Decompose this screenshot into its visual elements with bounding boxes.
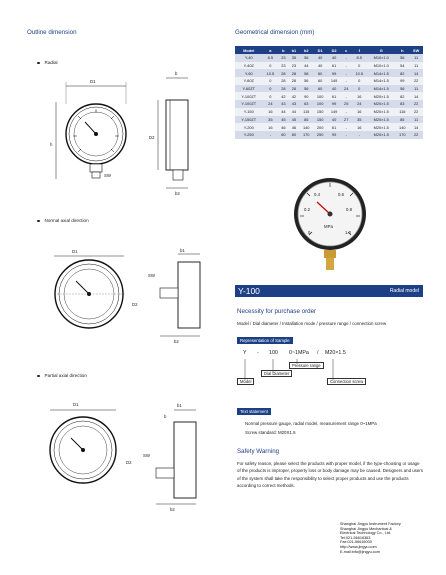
table-cell: 11 xyxy=(409,85,423,93)
footer-line: Tel:021-56616363 xyxy=(340,535,371,540)
table-cell: 90 xyxy=(299,92,313,100)
label-D2: D2 xyxy=(132,302,138,307)
footer-line: Fax:021-56616000 xyxy=(340,540,372,545)
table-cell: 22 xyxy=(409,131,423,139)
table-header-cell: Model xyxy=(235,46,263,54)
label-D2: D2 xyxy=(149,135,155,140)
table-cell: M14×1.5 xyxy=(367,69,395,77)
table-cell: M20×1.5 xyxy=(367,100,395,108)
table-cell: 16 xyxy=(263,108,279,116)
partial-axial-drawing xyxy=(40,396,230,516)
table-header-cell: c xyxy=(341,46,351,54)
label-D1: D1 xyxy=(90,79,96,84)
table-cell: 56 xyxy=(299,85,313,93)
footer-line: Shanghai Jingyu Instrument Factory xyxy=(340,522,401,526)
code-dash: - xyxy=(257,350,259,356)
table-cell: 35 xyxy=(263,116,279,124)
table-cell: 82 xyxy=(395,69,409,77)
table-row xyxy=(235,77,423,85)
label-h: h xyxy=(50,142,53,147)
table-cell: M14×1.5 xyxy=(367,77,395,85)
table-cell: Y-100ZT xyxy=(235,100,263,108)
table-cell: 35 xyxy=(289,54,300,62)
table-cell: 85 xyxy=(395,116,409,124)
table-header-cell: SW xyxy=(409,46,423,54)
table-cell: 200 xyxy=(313,123,327,131)
table-cell: 140 xyxy=(395,123,409,131)
table-cell: - xyxy=(341,77,351,85)
table-row xyxy=(235,69,423,77)
table-cell: 25 xyxy=(341,100,351,108)
table-header-cell: h xyxy=(395,46,409,54)
representation-label: Representation of Sample xyxy=(237,337,293,344)
table-cell: 61 xyxy=(327,62,341,70)
table-row xyxy=(235,85,423,93)
table-cell: 85 xyxy=(299,116,313,124)
table-cell: 149 xyxy=(327,108,341,116)
table-cell: 56 xyxy=(299,54,313,62)
table-cell: 16 xyxy=(351,108,367,116)
table-cell: 40 xyxy=(313,62,327,70)
table-cell: 40 xyxy=(327,85,341,93)
table-cell: 16 xyxy=(351,123,367,131)
table-cell: 60 xyxy=(313,85,327,93)
company-footer xyxy=(340,522,401,554)
table-cell: 56 xyxy=(299,77,313,85)
table-cell: 0 xyxy=(263,62,279,70)
table-header-cell: a xyxy=(263,46,279,54)
table-cell: - xyxy=(341,108,351,116)
label-b2: b2 xyxy=(174,339,179,344)
legend-screw: Connection screw xyxy=(327,378,366,385)
table-row xyxy=(235,108,423,116)
table-cell: 28 xyxy=(289,77,300,85)
label-D1: D1 xyxy=(72,249,78,254)
table-header-cell: D2 xyxy=(327,46,341,54)
table-row xyxy=(235,62,423,70)
table-cell: 27 xyxy=(341,116,351,124)
table-cell: 99 xyxy=(395,77,409,85)
ordering-title: Necessity for purchase order xyxy=(237,308,317,315)
table-cell: 16 xyxy=(351,92,367,100)
table-cell: 0 xyxy=(351,77,367,85)
table-cell: Y-250 xyxy=(235,131,263,139)
partial-axial-heading: Partial axial direction xyxy=(37,373,87,378)
code-example xyxy=(237,350,427,395)
table-cell: 61 xyxy=(327,92,341,100)
legend-range: Pressure range xyxy=(289,362,324,369)
table-cell: 170 xyxy=(299,131,313,139)
table-cell: 61 xyxy=(327,123,341,131)
table-cell: 42 xyxy=(289,92,300,100)
table-cell: 83 xyxy=(395,100,409,108)
table-cell: 14 xyxy=(409,69,423,77)
product-type: Radial model xyxy=(389,288,419,294)
gauge-mark-1: 0.2 xyxy=(304,207,310,212)
table-cell: 24 xyxy=(351,100,367,108)
table-cell: 99 xyxy=(327,69,341,77)
table-cell: 0 xyxy=(351,85,367,93)
safety-text: For safety reason, please select the products with proper model, if the type-choosing or usage of the products is improper, property loss or body damage may be caused. Designers and users of the system shall take the responsibility to select proper products and use the products according to correct methods. xyxy=(237,461,423,489)
table-header-cell: b1 xyxy=(289,46,300,54)
table-cell: 250 xyxy=(313,131,327,139)
table-cell: 28 xyxy=(278,69,288,77)
table-cell: M20×1.5 xyxy=(367,131,395,139)
table-cell: 11 xyxy=(409,54,423,62)
table-cell: 28 xyxy=(278,85,288,93)
table-header-cell: D1 xyxy=(313,46,327,54)
table-header-cell: G xyxy=(367,46,395,54)
table-cell: 14 xyxy=(409,123,423,131)
table-cell: - xyxy=(263,131,279,139)
table-cell: M20×1.5 xyxy=(367,92,395,100)
table-cell: 116 xyxy=(395,108,409,116)
table-cell: M20×1.5 xyxy=(367,116,395,124)
table-cell: Y-200 xyxy=(235,123,263,131)
label-b: b xyxy=(175,71,178,76)
test-label: Text statement xyxy=(237,408,271,415)
geometry-title: Geometrical dimension (mm) xyxy=(235,29,315,36)
table-cell: 45 xyxy=(278,116,288,124)
bullet-icon xyxy=(37,220,40,223)
label-b2: b2 xyxy=(175,191,180,196)
gauge-mark-0: 0 xyxy=(308,230,311,235)
table-cell: 60 xyxy=(289,131,300,139)
table-cell: Y-40 xyxy=(235,54,263,62)
table-cell: 10.5 xyxy=(351,69,367,77)
label-b1: b1 xyxy=(177,403,182,408)
table-cell: 45 xyxy=(289,116,300,124)
radial-heading: Radial xyxy=(37,60,58,65)
table-row xyxy=(235,131,423,139)
table-cell: 0 xyxy=(351,62,367,70)
table-cell: Y-150ZT xyxy=(235,116,263,124)
label-b: b xyxy=(164,414,167,419)
gauge-mark-2: 0.4 xyxy=(314,192,320,197)
outline-title: Outline dimension xyxy=(27,29,77,36)
table-header-cell: b2 xyxy=(299,46,313,54)
table-cell: 60 xyxy=(313,69,327,77)
table-cell: 149 xyxy=(327,77,341,85)
table-cell: 44 xyxy=(299,62,313,70)
table-cell: 23 xyxy=(278,54,288,62)
code-slash: / xyxy=(317,350,319,356)
table-cell: 115 xyxy=(299,108,313,116)
table-cell: 24 xyxy=(263,100,279,108)
legend-model: Model xyxy=(237,378,254,385)
table-cell: 40 xyxy=(327,54,341,62)
table-cell: - xyxy=(341,62,351,70)
code-screw: M20×1.5 xyxy=(325,350,346,356)
table-cell: 54 xyxy=(395,62,409,70)
table-cell: 42 xyxy=(278,92,288,100)
table-cell: 60 xyxy=(313,77,327,85)
normal-axial-drawing xyxy=(40,246,230,346)
gauge-mark-5: 1.0 xyxy=(345,230,351,235)
table-cell: 23 xyxy=(278,62,288,70)
table-cell: 0 xyxy=(263,92,279,100)
table-cell: Y-150 xyxy=(235,108,263,116)
gauge-photo xyxy=(290,174,370,274)
table-cell: 22 xyxy=(409,77,423,85)
table-cell: 11 xyxy=(409,116,423,124)
table-cell: Y-60 xyxy=(235,69,263,77)
table-cell: Y-60Z xyxy=(235,77,263,85)
table-cell: 24 xyxy=(341,85,351,93)
safety-title: Safety Warning xyxy=(237,448,280,455)
table-cell: 0 xyxy=(263,77,279,85)
table-cell: 99 xyxy=(327,131,341,139)
table-cell: 56 xyxy=(395,85,409,93)
table-cell: - xyxy=(341,131,351,139)
table-cell: Y-60ZT xyxy=(235,85,263,93)
table-row xyxy=(235,116,423,124)
table-cell: - xyxy=(341,54,351,62)
label-b2: b2 xyxy=(170,507,175,512)
table-cell: 23 xyxy=(289,62,300,70)
label-D1: D1 xyxy=(73,402,79,407)
table-cell: 16 xyxy=(263,123,279,131)
table-cell: 40 xyxy=(327,116,341,124)
table-cell: 28 xyxy=(289,69,300,77)
table-cell: 56 xyxy=(395,54,409,62)
table-cell: 22 xyxy=(409,100,423,108)
label-D2: D2 xyxy=(126,460,132,465)
footer-line: Shanghai Jingyu Mechanical & xyxy=(340,526,392,531)
table-cell: 28 xyxy=(289,85,300,93)
footer-line: E-mail:info@jingyu.com xyxy=(340,549,380,554)
table-cell: - xyxy=(341,123,351,131)
table-cell: 150 xyxy=(313,116,327,124)
bullet-icon xyxy=(37,375,40,378)
table-cell: 170 xyxy=(395,131,409,139)
table-row xyxy=(235,54,423,62)
table-cell: 0 xyxy=(263,85,279,93)
gauge-unit: MPa xyxy=(324,224,333,229)
table-cell: 150 xyxy=(313,108,327,116)
label-b1: b1 xyxy=(180,248,185,253)
table-cell: - xyxy=(351,131,367,139)
label-SW: SW xyxy=(104,173,111,178)
table-cell: M20×1.5 xyxy=(367,123,395,131)
table-cell: Y-40Z xyxy=(235,62,263,70)
table-cell: M14×1.5 xyxy=(367,85,395,93)
table-cell: 10.5 xyxy=(263,69,279,77)
table-cell: 44 xyxy=(278,108,288,116)
dimension-table xyxy=(235,46,423,139)
table-cell: 8.5 xyxy=(351,54,367,62)
table-cell: 100 xyxy=(313,92,327,100)
table-cell: 46 xyxy=(278,123,288,131)
radial-drawing xyxy=(40,64,230,200)
table-cell: M20×1.5 xyxy=(367,108,395,116)
ordering-text: Model / Dial diameter / Installation mode / pressure range / connection screw xyxy=(237,321,387,326)
table-cell: 40 xyxy=(313,54,327,62)
gauge-mark-4: 0.8 xyxy=(346,207,352,212)
table-cell: 28 xyxy=(278,77,288,85)
table-cell: 60 xyxy=(278,131,288,139)
label-SW: SW xyxy=(148,273,155,278)
test-line1: Normal pressure gauge, radial model, measurement range 0~1MPa xyxy=(245,421,377,426)
product-band xyxy=(235,285,423,297)
code-dial: 100 xyxy=(269,350,278,356)
table-cell: 46 xyxy=(289,123,300,131)
table-row xyxy=(235,100,423,108)
footer-line: http://www.jingyu.com xyxy=(340,544,377,549)
table-cell: Y-100ZT xyxy=(235,92,263,100)
table-cell: 44 xyxy=(289,108,300,116)
table-cell: - xyxy=(341,69,351,77)
table-cell: 58 xyxy=(299,69,313,77)
label-SW: SW xyxy=(143,453,150,458)
table-cell: 8.5 xyxy=(263,54,279,62)
table-cell: 140 xyxy=(299,123,313,131)
table-cell: M10×1.0 xyxy=(367,54,395,62)
table-header-cell: b xyxy=(278,46,288,54)
table-cell: 100 xyxy=(313,100,327,108)
footer-line: Electrical Technology Co., Ltd. xyxy=(340,531,392,536)
test-line2: Screw standard: M20X1.5 xyxy=(245,430,296,435)
table-cell: 14 xyxy=(409,92,423,100)
table-cell: 43 xyxy=(278,100,288,108)
legend-dial: Dial Diameter xyxy=(261,370,292,377)
table-header-cell: f xyxy=(351,46,367,54)
code-range: 0~1MPa xyxy=(289,350,309,356)
table-cell: 43 xyxy=(289,100,300,108)
table-cell: 22 xyxy=(409,108,423,116)
table-cell: 11 xyxy=(409,62,423,70)
product-model: Y-100 xyxy=(238,286,260,296)
table-cell: M10×1.0 xyxy=(367,62,395,70)
table-row xyxy=(235,92,423,100)
table-cell: 99 xyxy=(327,100,341,108)
code-model: Y xyxy=(243,350,247,356)
normal-axial-heading: Normal axial direction xyxy=(37,218,89,223)
table-cell: - xyxy=(341,92,351,100)
table-cell: 63 xyxy=(299,100,313,108)
table-cell: 35 xyxy=(351,116,367,124)
table-cell: 82 xyxy=(395,92,409,100)
table-row xyxy=(235,123,423,131)
gauge-mark-3: 0.6 xyxy=(338,192,344,197)
